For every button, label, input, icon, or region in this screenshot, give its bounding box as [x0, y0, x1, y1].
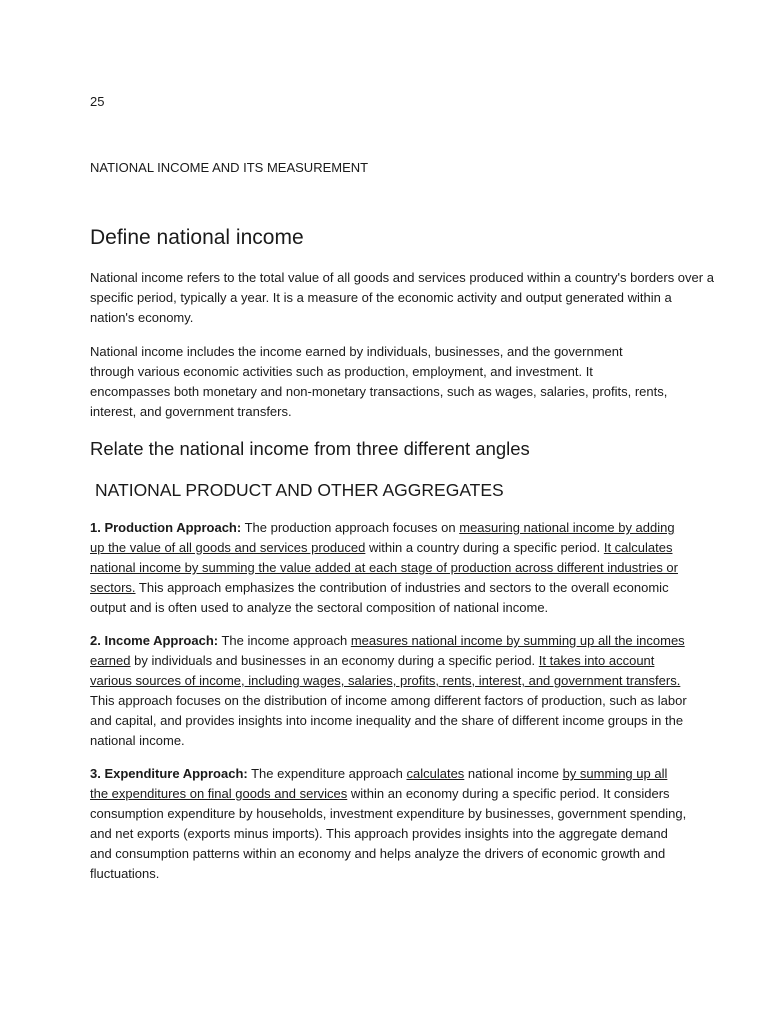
approach-title: 2. Income Approach: — [90, 633, 219, 648]
approach-text: The income approach — [218, 633, 351, 648]
approach-text: within an economy during a specific period. It considers consumption expenditure by households, investment expenditure by businesses, government spending, and net exports (exports minus imports). This approach provides insights into the aggregate demand and consumption patterns within an economy and helps analyze the drivers of economic growth and fluctuations. — [90, 786, 687, 881]
approach-text: within a country during a specific period. — [365, 540, 604, 555]
approach-text: by individuals and businesses in an economy during a specific period. — [130, 653, 539, 668]
define-heading: Define national income — [90, 226, 304, 249]
underlined-text: It calculates national income by summing the value added at each stage of production across different industries or sectors. — [90, 540, 678, 595]
approach-text: national income — [464, 766, 563, 781]
approach-title: 1. Production Approach: — [90, 520, 242, 535]
underlined-text: measuring national income by adding up the value of all goods and services produced — [90, 520, 675, 555]
relate-heading: Relate the national income from three different angles — [90, 438, 530, 459]
approach-text: The expenditure approach — [247, 766, 407, 781]
paragraph-components: National income includes the income earned by individuals, businesses, and the government through various economic activities such as production, employment, and investment. It encompasses both monetary and non-monetary transactions, such as wages, salaries, profits, rents, interest, and government transfers. — [90, 344, 668, 419]
underlined-text: It takes into account various sources of income, including wages, salaries, profits, rents, interest, and government transfers. — [90, 653, 681, 688]
production-approach-paragraph — [90, 518, 688, 618]
paragraph-definition: National income refers to the total value of all goods and services produced within a country's borders over a specific period, typically a year. It is a measure of the economic activity and output generated within a nation's economy. — [90, 270, 714, 325]
section-label: NATIONAL INCOME AND ITS MEASUREMENT — [90, 160, 369, 175]
underlined-text: calculates — [406, 766, 465, 781]
approach-title: 3. Expenditure Approach: — [90, 766, 248, 781]
income-approach-paragraph — [90, 631, 688, 751]
underlined-text: by summing up all the expenditures on final goods and services — [90, 766, 668, 801]
approach-text: This approach focuses on the distribution of income among different factors of production, such as labor and capital, and provides insights into income inequality and the share of different income groups in the national income. — [90, 693, 687, 748]
aggregates-heading: NATIONAL PRODUCT AND OTHER AGGREGATES — [95, 480, 504, 500]
underlined-text: measures national income by summing up all the incomes earned — [90, 633, 685, 668]
approach-text: This approach emphasizes the contribution of industries and sectors to the overall economic output and is often used to analyze the sectoral composition of national income. — [90, 580, 669, 615]
approach-text: The production approach focuses on — [241, 520, 460, 535]
expenditure-approach-paragraph — [90, 764, 688, 884]
page-number: 25 — [90, 94, 105, 109]
